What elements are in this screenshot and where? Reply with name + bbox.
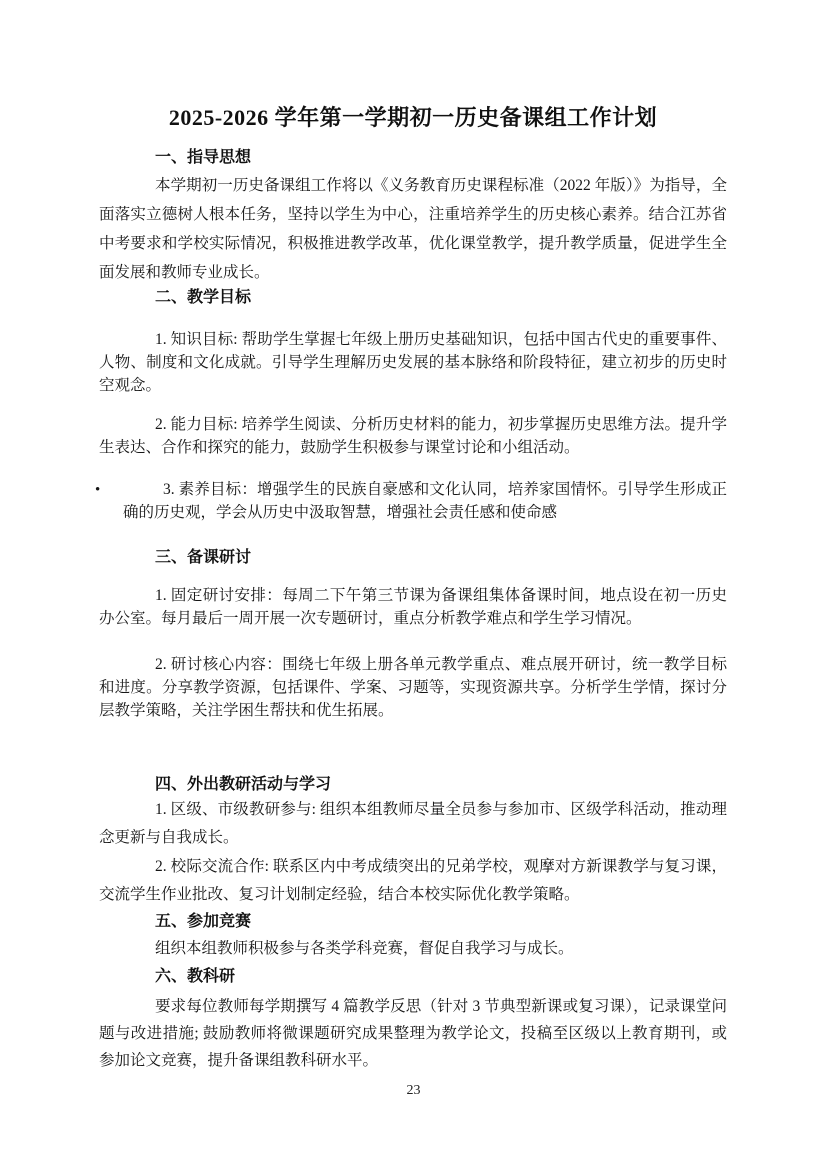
paragraph-competitions: 组织本组教师积极参与各类学科竞赛，督促自我学习与成长。 <box>155 940 574 957</box>
bullet-icon: • <box>95 482 101 498</box>
paragraph-knowledge-goal: 1. 知识目标: 帮助学生掌握七年级上册历史基础知识，包括中国古代史的重要事件、人物、制度和文化成就。引导学生理解历史发展的基本脉络和阶段特征，建立初步的历史时空观念。 <box>99 331 727 394</box>
section-heading-lesson-prep-discussion: 三、备课研讨 <box>155 549 252 566</box>
section-heading-teaching-goals: 二、教学目标 <box>155 289 252 306</box>
paragraph-fixed-discussion-schedule: 1. 固定研讨安排：每周二下午第三节课为备课组集体备课时间，地点设在初一历史办公室。每月最后一周开展一次专题研讨，重点分析教学难点和学生学习情况。 <box>99 587 727 627</box>
paragraph-literacy-goal <box>95 478 727 524</box>
paragraph-district-city-research: 1. 区级、市级教研参与: 组织本组教师尽量全员参与参加市、区级学科活动，推动理念更新与自我成长。 <box>99 801 727 846</box>
document-content <box>95 0 727 1074</box>
document-title: 2025-2026 学年第一学期初一历史备课组工作计划 <box>168 105 658 130</box>
paragraph-literacy-goal-text: 3. 素养目标：增强学生的民族自豪感和文化认同，培养家国情怀。引导学生形成正确的历史观，学会从历史中汲取智慧，增强社会责任感和使命感 <box>123 481 727 521</box>
paragraph-ability-goal: 2. 能力目标: 培养学生阅读、分析历史材料的能力，初步掌握历史思维方法。提升学生表达、合作和探究的能力，鼓励学生积极参与课堂讨论和小组活动。 <box>99 416 727 456</box>
section-heading-external-research-activities: 四、外出教研活动与学习 <box>155 776 332 793</box>
paragraph-teaching-research: 要求每位教师每学期撰写 4 篇教学反思（针对 3 节典型新课或复习课），记录课堂问题与改进措施; 鼓励教师将微课题研究成果整理为教学论文，投稿至区级以上教育期刊，或参加论文竞赛，提升备课组教科研水平。 <box>99 997 727 1069</box>
section-heading-competitions: 五、参加竞赛 <box>155 913 252 930</box>
section-heading-guiding-ideology: 一、指导思想 <box>155 149 252 166</box>
paragraph-guiding-ideology: 本学期初一历史备课组工作将以《义务教育历史课程标准（2022 年版）》为指导，全面落实立德树人根本任务，坚持以学生为中心，注重培养学生的历史核心素养。结合江苏省中考要求和学校实际情况，积极推进教学改革，优化课堂教学，提升教学质量，促进学生全面发展和教师专业成长。 <box>99 177 727 281</box>
section-heading-teaching-research: 六、教科研 <box>155 967 236 985</box>
paragraph-inter-school-exchange: 2. 校际交流合作: 联系区内中考成绩突出的兄弟学校，观摩对方新课教学与复习课，交流学生作业批改、复习计划制定经验，结合本校实际优化教学策略。 <box>99 858 727 903</box>
paragraph-discussion-core-content: 2. 研讨核心内容：围绕七年级上册各单元教学重点、难点展开研讨，统一教学目标和进度。分享教学资源，包括课件、学案、习题等，实现资源共享。分析学生学情，探讨分层教学策略，关注学困生帮扶和优生拓展。 <box>99 656 727 719</box>
page-number: 23 <box>406 1083 421 1098</box>
